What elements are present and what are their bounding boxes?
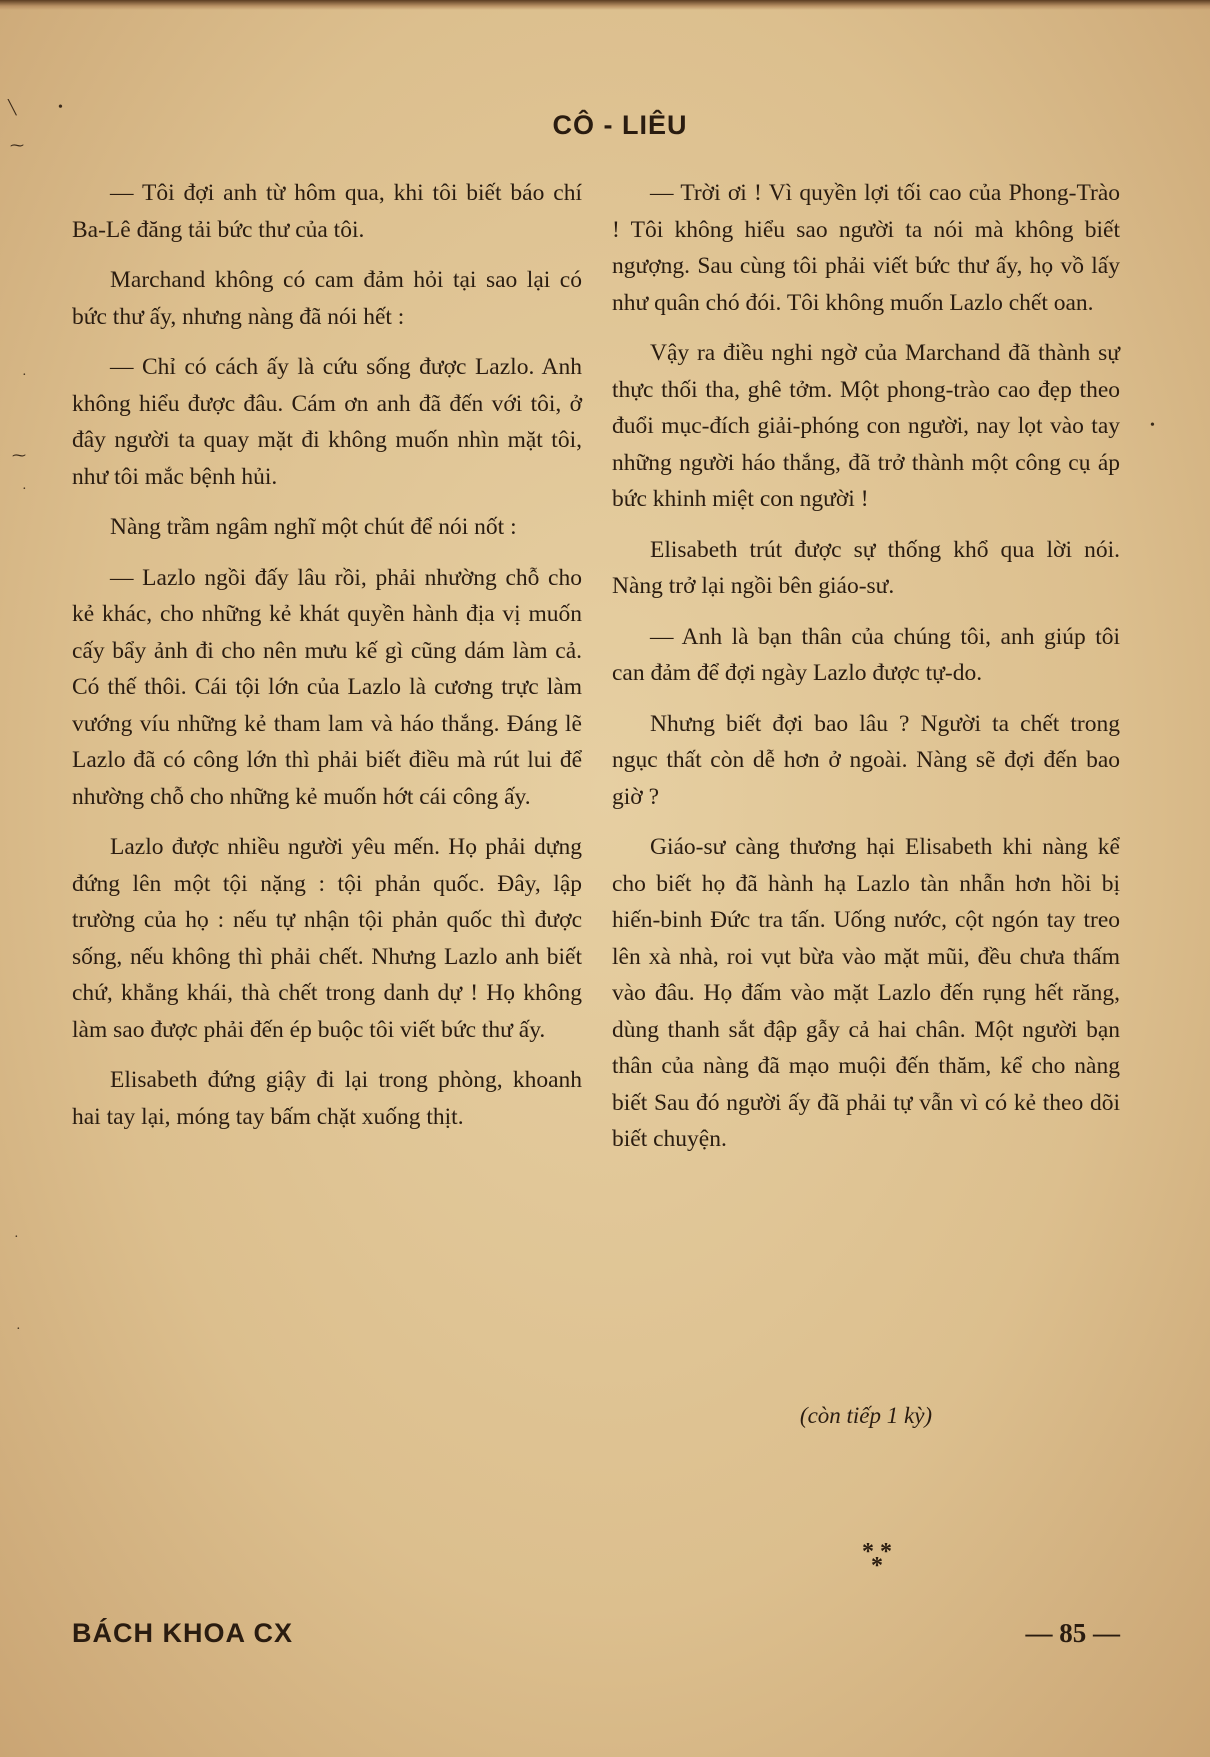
paragraph: — Chỉ có cách ấy là cứu sống được Lazlo. Anh không hiểu được đâu. Cám ơn anh đã đến với tôi, ở đây người ta quay mặt đi không muốn nhìn mặt tôi, như tôi mắc bệnh hủi. — [72, 354, 582, 490]
paragraph: Elisabeth trút được sự thống khổ qua lời nói. Nàng trở lại ngồi bên giáo-sư. — [612, 536, 1120, 599]
asterisk-ornament: * * * — [862, 1539, 892, 1579]
paragraph: Nàng trầm ngâm nghĩ một chút để nói nốt : — [110, 514, 517, 540]
paragraph: — Lazlo ngồi đấy lâu rồi, phải nhường chỗ cho kẻ khác, cho những kẻ khát quyền hành địa vị muốn cấy bẩy ảnh đi cho nên mưu kế gì cũng dám làm cả. Có thế thôi. Cái tội lớn của Lazlo là cương trực làm vướng víu những kẻ tham lam và háo thắng. Đáng lẽ Lazlo đã có công lớn thì phải biết điều mà rút lui để nhường chỗ cho những kẻ muốn hớt cái công ấy. — [72, 564, 582, 810]
paragraph: Vậy ra điều nghi ngờ của Marchand đã thành sự thực thối tha, ghê tởm. Một phong-trào cao đẹp theo đuổi mục-đích giải-phóng con người, nay lọt vào tay những người háo thắng, đã trở thành một công cụ áp bức khinh miệt con người ! — [612, 340, 1120, 512]
paragraph: — Anh là bạn thân của chúng tôi, anh giúp tôi can đảm để đợi ngày Lazlo được tự-do. — [612, 623, 1120, 686]
paragraph: Nhưng biết đợi bao lâu ? Người ta chết trong ngục thất còn dễ hơn ở ngoài. Nàng sẽ đợi đến bao giờ ? — [612, 710, 1120, 810]
paragraph: Elisabeth đứng giậy đi lại trong phòng, khoanh hai tay lại, móng tay bấm chặt xuống thịt. — [72, 1067, 582, 1130]
running-title: CÔ - LIÊU — [552, 110, 688, 140]
right-column — [612, 175, 1120, 1172]
paragraph: Lazlo được nhiều người yêu mến. Họ phải dựng đứng lên một tội nặng : tội phản quốc. Đây, lập trường của họ : nếu tự nhận tội phản quốc thì được sống, nếu không thì phải chết. Nhưng Lazlo anh biết chứ, khẳng khái, thà chết trong danh dự ! Họ không làm sao được phải đến ép buộc tôi viết bức thư ấy. — [72, 834, 582, 1043]
paragraph: Marchand không có cam đảm hỏi tại sao lại có bức thư ấy, nhưng nàng đã nói hết : — [72, 267, 582, 330]
continued-note: (còn tiếp 1 kỳ) — [799, 1403, 933, 1428]
paragraph: — Tôi đợi anh từ hôm qua, khi tôi biết báo chí Ba-Lê đăng tải bức thư của tôi. — [72, 180, 582, 243]
section-ornament — [852, 1539, 902, 1579]
paragraph: — Trời ơi ! Vì quyền lợi tối cao của Phong-Trào ! Tôi không hiểu sao người ta nói mà không biết ngượng. Sau cùng tôi phải viết bức thư ấy, họ vồ lấy như quân chó đói. Tôi không muốn Lazlo chết oan. — [612, 180, 1120, 316]
magazine-page: ╲ • ⁓ · ⁓ · · · • CÔ - LIÊU — Tôi đợi anh từ hôm qua, khi tôi biết báo chí Ba-Lê đăng tải bức thư của tôi. Marchand không có cam đảm hỏi tại sao lại có bức thư ấy, nhưng nàng đã nói hết : — Chỉ có cách ấy là cứu sống được Lazlo. Anh không hiểu được đâu. Cám ơn anh đã đến với tôi, ở đây người ta quay mặt đi không muốn nhìn mặt tôi, như tôi mắc bệnh hủi. Nàng trầm ngâm nghĩ một chút để nói nốt : — Lazlo ngồi đấy lâu rồi, phải nhường chỗ cho kẻ khác, cho những kẻ khát quyền hành địa vị muốn cấy bẩy ảnh đi cho nên mưu kế gì cũng dám làm cả. Có thế thôi. Cái tội lớn của Lazlo là cương trực làm vướng víu những kẻ tham lam và háo thắng. Đáng lẽ Lazlo đã có công lớn thì phải biết điều mà rút lui để nhường chỗ cho những kẻ muốn hớt cái công ấy. Lazlo được nhiều người yêu mến. Họ phải dựng đứng lên một tội nặng : tội phản quốc. Đây, lập trường của họ : nếu tự nhận tội phản quốc thì được sống, nếu không thì phải chết. Nhưng Lazlo anh biết chứ, khẳng khái, thà chết trong danh dự ! Họ không làm sao được phải đến ép buộc tôi viết bức thư ấy. Elisabeth đứng giậy đi lại trong phòng, khoanh hai tay lại, móng tay bấm chặt xuống thịt. — Trời ơi ! Vì quyền lợi tối cao của Phong-Trào ! Tôi không hiểu sao người ta nói mà không biết ngượng. Sau cùng tôi phải viết bức thư ấy, họ vồ lấy như quân chó đói. Tôi không muốn Lazlo chết oan. Vậy ra điều nghi ngờ của Marchand đã thành sự thực thối tha, ghê tởm. Một phong-trào cao đẹp theo đuổi mục-đích giải-phóng con người, nay lọt vào tay những người háo thắng, đã trở thành một công cụ áp bức khinh miệt con người ! Elisabeth trút được sự thống khổ qua lời nói. Nàng trở lại ngồi bên giáo-sư. — Anh là bạn thân của chúng tôi, anh giúp tôi can đảm để đợi ngày Lazlo được tự-do. Nhưng biết đợi bao lâu ? Người ta chết trong ngục thất còn dễ hơn ở ngoài. Nàng sẽ đợi đến bao giờ ? Giáo-sư càng thương hại Elisabeth khi nàng kể cho biết họ đã hành hạ Lazlo tàn nhẫn hơn hồi bị hiến-binh Đức tra tấn. Uống nước, cột ngón tay treo lên xà nhà, roi vụt bừa vào mặt mũi, đều chưa thấm vào đâu. Họ đấm vào mặt Lazlo đến rụng hết răng, dùng thanh sắt đập gẫy cả hai chân. Một người bạn thân của nàng đã mạo muội đến thăm, kể cho nàng biết Sau đó người ấy đã phải tự vẫn vì có kẻ theo dõi biết chuyện. (còn tiếp 1 kỳ) * * * BÁCH KHOA CX — 85 — — [0, 0, 1210, 1757]
left-column — [72, 175, 582, 1149]
paragraph: Giáo-sư càng thương hại Elisabeth khi nàng kể cho biết họ đã hành hạ Lazlo tàn nhẫn hơn hồi bị hiến-binh Đức tra tấn. Uống nước, cột ngón tay treo lên xà nhà, roi vụt bừa vào mặt mũi, đều chưa thấm vào đâu. Họ đấm vào mặt Lazlo đến rụng hết răng, dùng thanh sắt đập gẫy cả hai chân. Một người bạn thân của nàng đã mạo muội đến thăm, kể cho nàng biết Sau đó người ấy đã phải tự vẫn vì có kẻ theo dõi biết chuyện. — [612, 834, 1120, 1152]
journal-name: BÁCH KHOA CX — [72, 1618, 293, 1648]
page-top-edge — [0, 0, 1210, 10]
page-number: — 85 — — [1025, 1618, 1120, 1648]
